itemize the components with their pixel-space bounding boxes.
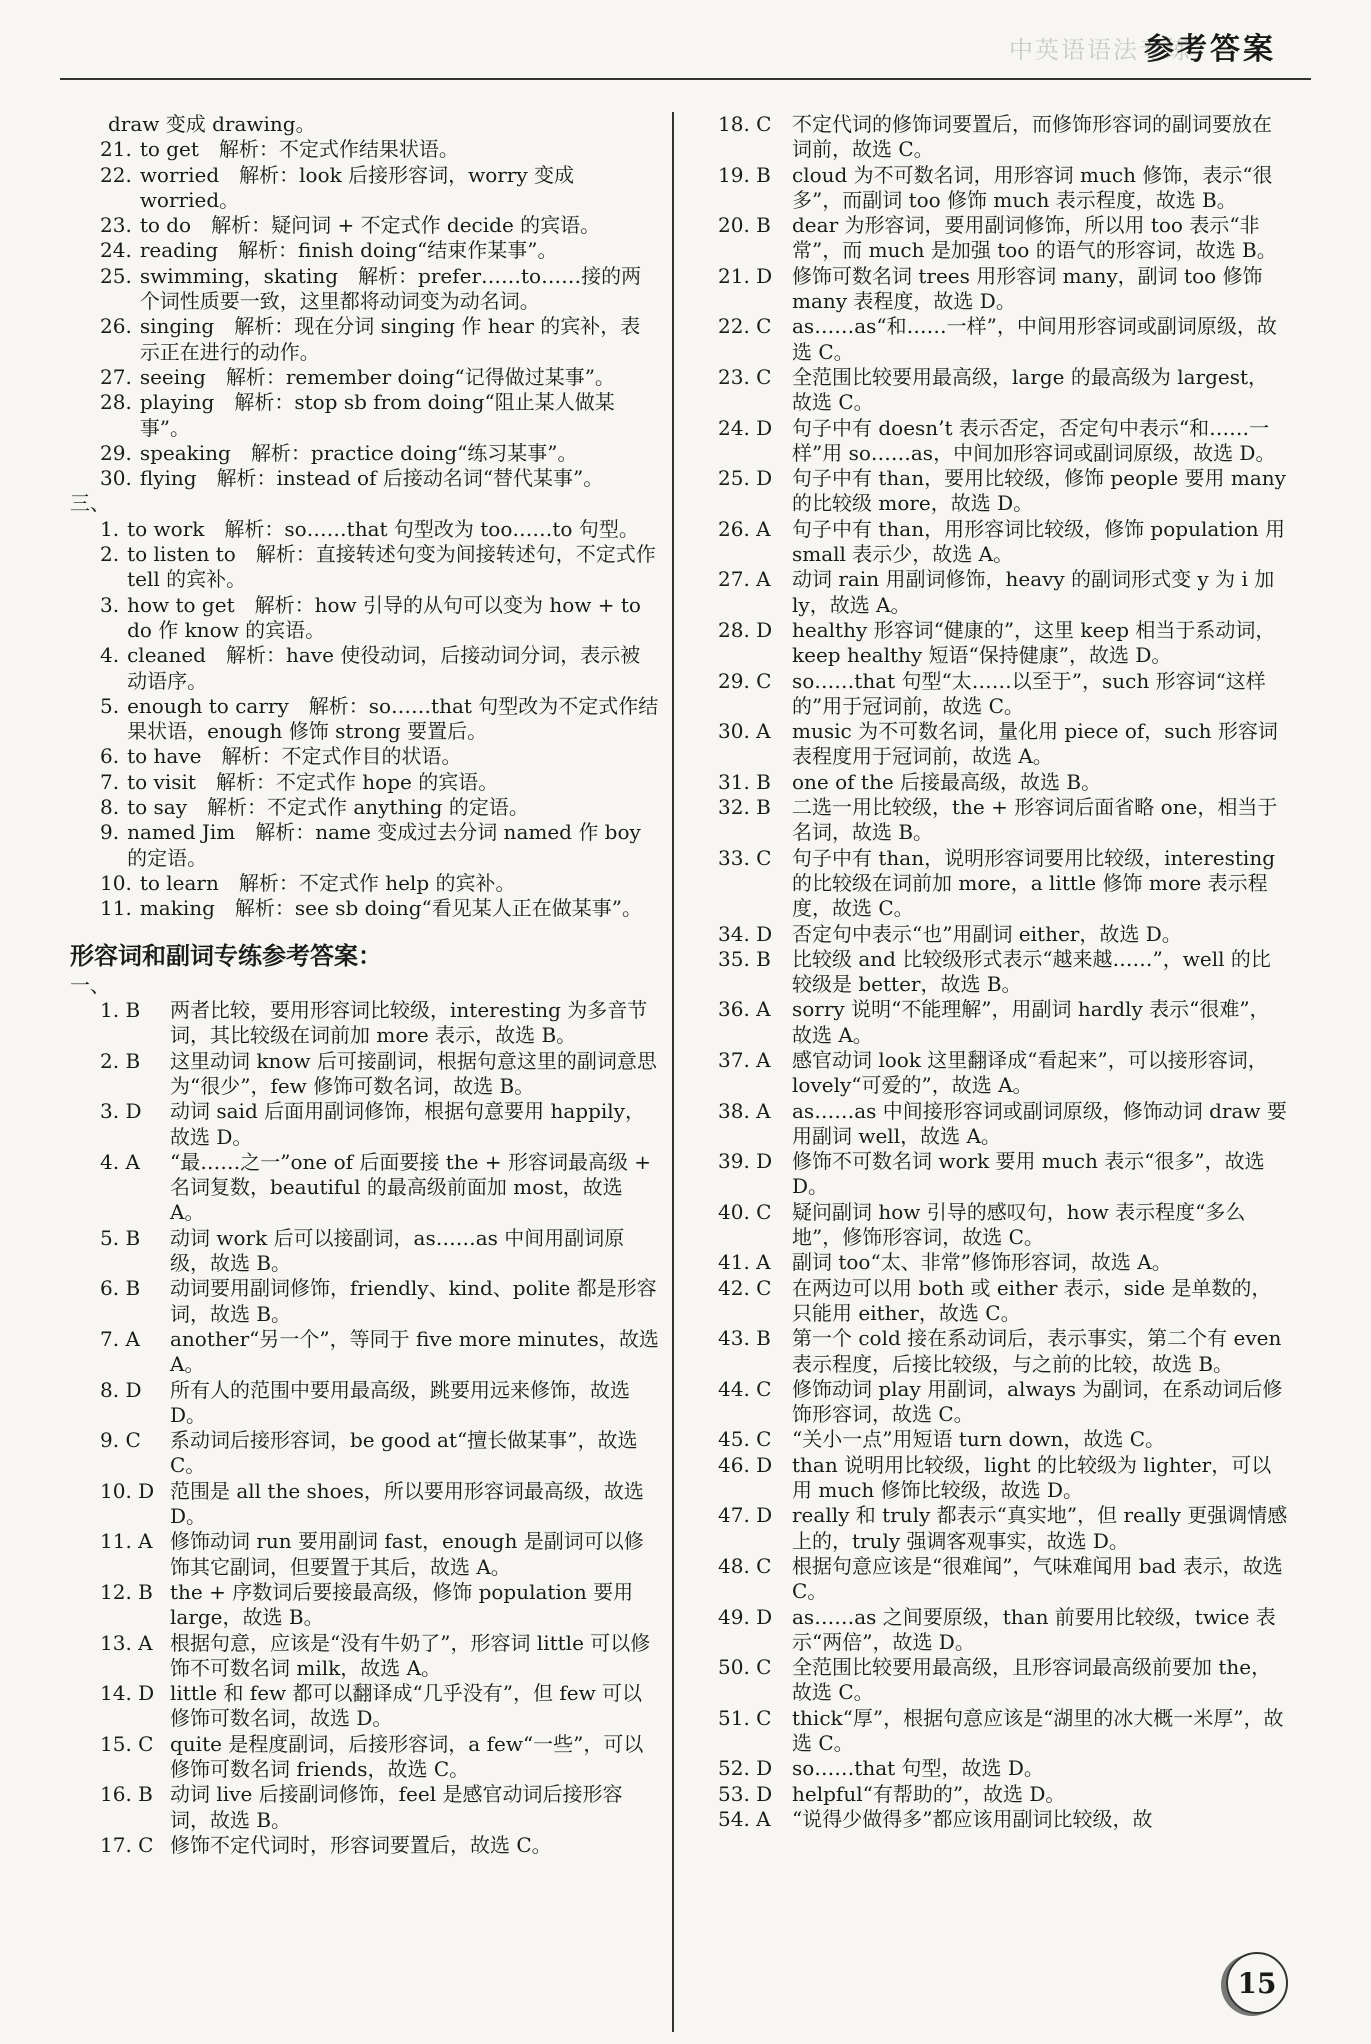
answer-text: 系动词后接形容词，be good at“擅长做某事”，故选 C。 — [170, 1428, 638, 1478]
answer-text: draw 变成 drawing。 — [108, 112, 316, 136]
answer-text: to listen to 解析：直接转述句变为间接转述句，不定式作 tell 的宾补。 — [127, 542, 656, 592]
answer-text: to get 解析：不定式作结果状语。 — [139, 137, 459, 162]
answer-item — [70, 1681, 660, 1732]
answer-item — [718, 567, 1288, 618]
answer-number: 44. C — [718, 1376, 772, 1401]
column-divider — [672, 112, 674, 2032]
answer-number: 40. C — [718, 1199, 772, 1224]
answer-item — [718, 1453, 1288, 1504]
answer-text: 修饰动词 play 用副词，always 为副词，在系动词后修饰形容词，故选 C。 — [792, 1376, 1283, 1427]
answer-number: 27. A — [718, 567, 771, 592]
answer-number: 5. B — [100, 1225, 141, 1250]
answer-item — [70, 998, 660, 1049]
answer-item — [70, 770, 660, 795]
answer-text: 句子中有 than，要用比较级，修饰 people 要用 many 的比较级 more，故选 D。 — [792, 466, 1286, 516]
answer-text: 动词要用副词修饰，friendly、kind、polite 都是形容词，故选 B。 — [170, 1276, 657, 1326]
answer-item — [70, 1150, 660, 1226]
answer-number: 26. A — [718, 516, 771, 541]
answer-number: 45. C — [718, 1427, 772, 1452]
answer-item — [718, 1605, 1288, 1656]
answer-number: 42. C — [718, 1275, 772, 1300]
answer-number: 25. — [100, 263, 132, 288]
answer-item — [70, 1226, 660, 1277]
answer-number: 22. C — [718, 314, 772, 339]
answer-item — [718, 517, 1288, 568]
answer-item — [70, 1732, 660, 1783]
answer-text: to visit 解析：不定式作 hope 的宾语。 — [127, 769, 499, 794]
answer-number: 6. — [100, 744, 120, 769]
answer-text: to do 解析：疑问词 + 不定式作 decide 的宾语。 — [139, 213, 601, 238]
part3-mark: 三、 — [70, 491, 110, 516]
answer-text: one of the 后接最高级，故选 B。 — [792, 769, 1102, 794]
answer-item — [718, 1250, 1288, 1275]
answer-number: 47. D — [718, 1503, 773, 1528]
answer-item — [70, 441, 660, 466]
answer-text: cleaned 解析：have 使役动词，后接动词分词，表示被动语序。 — [127, 643, 641, 693]
answer-item — [70, 365, 660, 390]
answer-number: 37. A — [718, 1047, 771, 1072]
answer-text: 句子中有 doesn’t 表示否定，否定句中表示“和……一样”用 so……as，中间加形容词或副词原级，故选 D。 — [792, 415, 1276, 465]
answer-item — [718, 416, 1288, 467]
answer-number: 28. D — [718, 617, 773, 642]
answer-number: 14. D — [100, 1681, 155, 1706]
answer-text: speaking 解析：practice doing“练习某事”。 — [139, 440, 578, 465]
answer-number: 36. A — [718, 997, 771, 1022]
answer-number: 41. A — [718, 1250, 771, 1275]
answer-number: 5. — [100, 693, 120, 718]
answer-text: as……as“和……一样”，中间用形容词或副词原级，故选 C。 — [792, 314, 1277, 364]
answer-item — [70, 795, 660, 820]
answer-number: 18. C — [718, 112, 772, 136]
answer-text: another“另一个”，等同于 five more minutes，故选 A。 — [170, 1326, 659, 1377]
answer-number: 6. B — [100, 1276, 141, 1301]
section-title: 形容词和副词专练参考答案： — [70, 941, 382, 970]
answer-item — [718, 466, 1288, 517]
answer-text: singing 解析：现在分词 singing 作 hear 的宾补，表示正在进行的动作。 — [139, 314, 641, 364]
answer-number: 16. B — [100, 1782, 153, 1807]
answer-item — [718, 264, 1288, 315]
answer-item — [70, 1327, 660, 1378]
answer-text: 全范围比较要用最高级，large 的最高级为 largest，故选 C。 — [792, 364, 1269, 415]
page-header — [0, 0, 1371, 86]
answer-text: swimming，skating 解析：prefer……to……接的两个词性质要一致，这里都将动词变为动名词。 — [139, 263, 642, 314]
answer-text: 全范围比较要用最高级，且形容词最高级前要加 the，故选 C。 — [792, 1655, 1272, 1705]
answer-number: 38. A — [718, 1098, 771, 1123]
answer-item — [70, 238, 660, 263]
answer-item — [70, 390, 660, 441]
answer-text: 所有人的范围中要用最高级，跳要用远来修饰，故选 D。 — [170, 1377, 630, 1427]
answer-item — [718, 1200, 1288, 1251]
answer-item — [718, 669, 1288, 720]
answer-text: sorry 说明“不能理解”，用副词 hardly 表示“很难”，故选 A。 — [792, 997, 1270, 1047]
answer-text: how to get 解析：how 引导的从句可以变为 how + to do 作 know 的宾语。 — [127, 592, 641, 642]
answer-item — [718, 1149, 1288, 1200]
answer-number: 4. A — [100, 1149, 140, 1174]
answer-item — [70, 264, 660, 315]
answer-number: 8. D — [100, 1377, 142, 1402]
answer-text: making 解析：see sb doing“看见某人正在做某事”。 — [139, 896, 642, 921]
answer-item — [70, 1276, 660, 1327]
answer-number: 4. — [100, 643, 120, 668]
answer-item — [70, 896, 660, 921]
answer-text: playing 解析：stop sb from doing“阻止某人做某事”。 — [139, 390, 615, 440]
answer-number: 48. C — [718, 1553, 772, 1578]
answer-text: to have 解析：不定式作目的状语。 — [127, 744, 462, 769]
answer-item — [718, 163, 1288, 214]
answer-item — [70, 1580, 660, 1631]
answer-item — [718, 1377, 1288, 1428]
answer-number: 15. C — [100, 1731, 154, 1756]
answer-text: 句子中有 than，说明形容词要用比较级，interesting 的比较级在词前加 more，a little 修饰 more 表示程度，故选 C。 — [792, 845, 1276, 921]
answer-item — [70, 1479, 660, 1530]
answer-text: than 说明用比较级，light 的比较级为 lighter，可以用 much 修饰比较级，故选 D。 — [792, 1452, 1272, 1503]
answer-number: 50. C — [718, 1655, 772, 1680]
answer-number: 19. B — [718, 162, 771, 187]
answer-item — [718, 1427, 1288, 1452]
answer-text: to work 解析：so……that 句型改为 too……to 句型。 — [127, 516, 639, 541]
answer-item — [70, 1782, 660, 1833]
page-number: 15 — [1226, 1952, 1288, 2014]
answer-text: as……as 中间接形容词或副词原级，修饰动词 draw 要用副词 well，故选 A。 — [792, 1098, 1287, 1148]
answer-text: 否定句中表示“也”用副词 either，故选 D。 — [792, 921, 1182, 946]
answer-number: 9. C — [100, 1428, 141, 1453]
answer-number: 3. — [100, 592, 120, 617]
answer-text: little 和 few 都可以翻译成“几乎没有”，但 few 可以修饰可数名词，故选 D。 — [170, 1681, 643, 1731]
answer-number: 23. C — [718, 364, 772, 389]
answer-number: 23. — [100, 213, 132, 238]
answer-item — [70, 314, 660, 365]
right-mc-answers — [718, 112, 1288, 1832]
answer-number: 31. B — [718, 769, 771, 794]
answer-number: 28. — [100, 390, 132, 415]
answer-number: 24. — [100, 238, 132, 263]
answer-item — [70, 112, 660, 137]
answer-text: so……that 句型“太……以至于”，such 形容词“这样的”用于冠词前，故选 C。 — [792, 668, 1266, 718]
answer-text: really 和 truly 都表示“真实地”，但 really 更强调情感上的，truly 强调客观事实，故选 D。 — [792, 1503, 1288, 1553]
answer-number: 8. — [100, 795, 120, 820]
answer-number: 51. C — [718, 1705, 772, 1730]
answer-text: enough to carry 解析：so……that 句型改为不定式作结果状语，enough 修饰 strong 要置后。 — [127, 693, 659, 744]
answer-number: 52. D — [718, 1756, 773, 1781]
answer-item — [70, 1529, 660, 1580]
answer-text: cloud 为不可数名词，用形容词 much 修饰，表示“很多”，而副词 too 修饰 much 表示程度，故选 B。 — [792, 162, 1273, 212]
answer-item — [70, 744, 660, 769]
answer-item — [718, 1782, 1288, 1807]
answer-number: 2. B — [100, 1048, 141, 1073]
answer-number: 7. A — [100, 1326, 140, 1351]
answer-number: 24. D — [718, 415, 773, 440]
answer-number: 11. A — [100, 1529, 153, 1554]
answer-number: 26. — [100, 314, 132, 339]
answer-item — [718, 1706, 1288, 1757]
answer-number: 17. C — [100, 1832, 154, 1857]
answer-text: worried 解析：look 后接形容词，worry 变成 worried。 — [139, 162, 575, 212]
answer-text: 根据句意应该是“很难闻”，气味难闻用 bad 表示，故选 C。 — [792, 1553, 1283, 1604]
answer-item — [718, 795, 1288, 846]
answer-text: the + 序数词后要接最高级，修饰 population 要用 large，故选 B。 — [170, 1579, 634, 1630]
answer-text: 修饰不可数名词 work 要用 much 表示“很多”，故选 D。 — [792, 1149, 1265, 1199]
answer-text: quite 是程度副词，后接形容词，a few“一些”，可以修饰可数名词 friends，故选 C。 — [170, 1731, 644, 1781]
answer-text: 疑问副词 how 引导的感叹句，how 表示程度“多么地”，修饰形容词，故选 C。 — [792, 1199, 1246, 1250]
answer-number: 34. D — [718, 921, 773, 946]
answer-text: 修饰动词 run 要用副词 fast，enough 是副词可以修饰其它副词，但要置于其后，故选 A。 — [170, 1529, 644, 1579]
answer-item — [70, 1378, 660, 1429]
answer-item — [70, 213, 660, 238]
answer-item — [718, 1048, 1288, 1099]
answer-item — [718, 997, 1288, 1048]
answer-item — [70, 593, 660, 644]
answer-number: 11. — [100, 896, 132, 921]
answer-item — [718, 1807, 1288, 1832]
answer-item — [718, 1756, 1288, 1781]
answer-item — [718, 365, 1288, 416]
answer-number: 49. D — [718, 1604, 773, 1629]
answer-item — [70, 820, 660, 871]
answer-text: “最……之一”one of 后面要接 the + 形容词最高级 + 名词复数，beautiful 的最高级前面加 most，故选 A。 — [170, 1149, 652, 1225]
answer-number: 27. — [100, 364, 132, 389]
answer-item — [70, 542, 660, 593]
answer-number: 39. D — [718, 1149, 773, 1174]
answer-text: 两者比较，要用形容词比较级，interesting 为多音节词，其比较级在词前加 more 表示，故选 B。 — [170, 998, 648, 1048]
answer-number: 10. D — [100, 1478, 155, 1503]
answer-number: 13. A — [100, 1630, 153, 1655]
answer-number: 43. B — [718, 1326, 771, 1351]
answer-item — [70, 643, 660, 694]
answer-text: helpful“有帮助的”，故选 D。 — [792, 1781, 1066, 1806]
answer-text: 副词 too“太、非常”修饰形容词，故选 A。 — [792, 1250, 1172, 1275]
answer-number: 7. — [100, 769, 120, 794]
answer-number: 21. D — [718, 263, 773, 288]
answer-text: 修饰不定代词时，形容词要置后，故选 C。 — [170, 1832, 552, 1857]
answer-number: 30. A — [718, 719, 771, 744]
answer-number: 30. — [100, 466, 132, 491]
answer-number: 29. C — [718, 668, 772, 693]
answer-text: 这里动词 know 后可接副词，根据句意这里的副词意思为“很少”，few 修饰可数名词，故选 B。 — [170, 1048, 657, 1098]
answer-text: dear 为形容词，要用副词修饰，所以用 too 表示“非常”，而 much 是加强 too 的语气的形容词，故选 B。 — [792, 213, 1277, 263]
left-column — [70, 112, 660, 1858]
part3-answers — [70, 517, 660, 922]
answer-text: 在两边可以用 both 或 either 表示，side 是单数的，只能用 either，故选 C。 — [792, 1275, 1272, 1325]
part2-answers — [70, 112, 660, 491]
answer-item — [70, 1833, 660, 1858]
answer-item — [718, 1503, 1288, 1554]
answer-number: 22. — [100, 162, 132, 187]
answer-item — [718, 1276, 1288, 1327]
answer-item — [718, 618, 1288, 669]
answer-text: 二选一用比较级，the + 形容词后面省略 one，相当于名词，故选 B。 — [792, 795, 1278, 845]
answer-number: 10. — [100, 870, 132, 895]
answer-text: seeing 解析：remember doing“记得做过某事”。 — [139, 364, 615, 389]
answer-text: 范围是 all the shoes，所以要用形容词最高级，故选 D。 — [170, 1478, 644, 1529]
answer-item — [718, 213, 1288, 264]
answer-item — [70, 1631, 660, 1682]
answer-text: 不定代词的修饰词要置后，而修饰形容词的副词要放在词前，故选 C。 — [792, 112, 1272, 162]
answer-item — [70, 517, 660, 542]
answer-text: 根据句意，应该是“没有牛奶了”，形容词 little 可以修饰不可数名词 milk，故选 A。 — [170, 1630, 651, 1680]
answer-number: 35. B — [718, 946, 771, 971]
answer-item — [70, 871, 660, 896]
left-mc-answers — [70, 998, 660, 1858]
answer-item — [718, 1099, 1288, 1150]
answer-text: 句子中有 than，用形容词比较级，修饰 population 用 small 表示少，故选 A。 — [792, 516, 1285, 567]
header-rule — [60, 78, 1311, 80]
answer-item — [718, 922, 1288, 947]
answer-text: “关小一点”用短语 turn down，故选 C。 — [792, 1427, 1166, 1452]
answer-item — [70, 137, 660, 162]
answer-item — [718, 314, 1288, 365]
answer-item — [718, 112, 1288, 163]
answer-text: 动词 rain 用副词修饰，heavy 的副词形式变 y 为 i 加 ly，故选 A。 — [792, 567, 1275, 617]
answer-text: 比较级 and 比较级形式表示“越来越……”，well 的比较级是 better，故选 B。 — [792, 946, 1271, 997]
answer-text: as……as 之间要原级，than 前要用比较级，twice 表示“两倍”，故选 D。 — [792, 1604, 1276, 1654]
answer-text: flying 解析：instead of 后接动名词“替代某事”。 — [139, 466, 604, 491]
answer-number: 1. B — [100, 998, 141, 1023]
header-faint-title: 中英语语法专练 — [1009, 36, 1191, 64]
right-column — [718, 112, 1288, 1832]
answer-number: 1. — [100, 516, 120, 541]
answer-item — [70, 163, 660, 214]
answer-text: 动词 said 后面用副词修饰，根据句意要用 happily，故选 D。 — [170, 1099, 645, 1149]
answer-item — [718, 719, 1288, 770]
answer-text: so……that 句型，故选 D。 — [792, 1756, 1044, 1781]
answer-number: 12. B — [100, 1579, 153, 1604]
answer-text: 感官动词 look 这里翻译成“看起来”，可以接形容词，lovely“可爱的”，故选 A。 — [792, 1047, 1268, 1098]
answer-item — [718, 1326, 1288, 1377]
answer-text: 修饰可数名词 trees 用形容词 many，副词 too 修饰 many 表程度，故选 D。 — [792, 263, 1263, 314]
answer-text: “说得少做得多”都应该用副词比较级，故 — [792, 1806, 1153, 1831]
answer-number: 3. D — [100, 1099, 142, 1124]
answer-item — [70, 694, 660, 745]
answer-item — [718, 947, 1288, 998]
answer-number: 2. — [100, 542, 120, 567]
answer-item — [718, 1554, 1288, 1605]
answer-text: 动词 live 后接副词修饰，feel 是感官动词后接形容词，故选 B。 — [170, 1782, 623, 1832]
answer-text: reading 解析：finish doing“结束作某事”。 — [139, 238, 558, 263]
answer-item — [718, 770, 1288, 795]
answer-text: music 为不可数名词，量化用 piece of，such 形容词表程度用于冠词前，故选 A。 — [792, 719, 1278, 769]
answer-text: thick“厚”，根据句意应该是“湖里的冰大概一米厚”，故选 C。 — [792, 1705, 1284, 1755]
answer-number: 46. D — [718, 1452, 773, 1477]
header-title: 参考答案 — [1144, 32, 1276, 67]
answer-number: 53. D — [718, 1781, 773, 1806]
answer-item — [718, 1655, 1288, 1706]
answer-number: 9. — [100, 820, 120, 845]
answer-text: to say 解析：不定式作 anything 的定语。 — [127, 795, 529, 820]
answer-text: healthy 形容词“健康的”，这里 keep 相当于系动词，keep healthy 短语“保持健康”，故选 D。 — [792, 617, 1276, 668]
answer-text: 第一个 cold 接在系动词后，表示事实，第二个有 even 表示程度，后接比较级，与之前的比较，故选 B。 — [792, 1326, 1282, 1376]
answer-text: 动词 work 后可以接副词，as……as 中间用副词原级，故选 B。 — [170, 1225, 625, 1276]
answer-number: 32. B — [718, 795, 771, 820]
answer-number: 20. B — [718, 213, 771, 238]
answer-number: 21. — [100, 137, 132, 162]
answer-item — [718, 846, 1288, 922]
answer-number: 29. — [100, 440, 132, 465]
answer-number: 25. D — [718, 466, 773, 491]
answer-item — [70, 466, 660, 491]
section-mark: 一、 — [70, 972, 110, 997]
answer-item — [70, 1049, 660, 1100]
answer-number: 33. C — [718, 845, 772, 870]
answer-number: 54. A — [718, 1806, 771, 1831]
answer-text: to learn 解析：不定式作 help 的宾补。 — [139, 870, 516, 895]
answer-item — [70, 1428, 660, 1479]
answer-item — [70, 1099, 660, 1150]
answer-text: named Jim 解析：name 变成过去分词 named 作 boy 的定语。 — [127, 820, 641, 870]
